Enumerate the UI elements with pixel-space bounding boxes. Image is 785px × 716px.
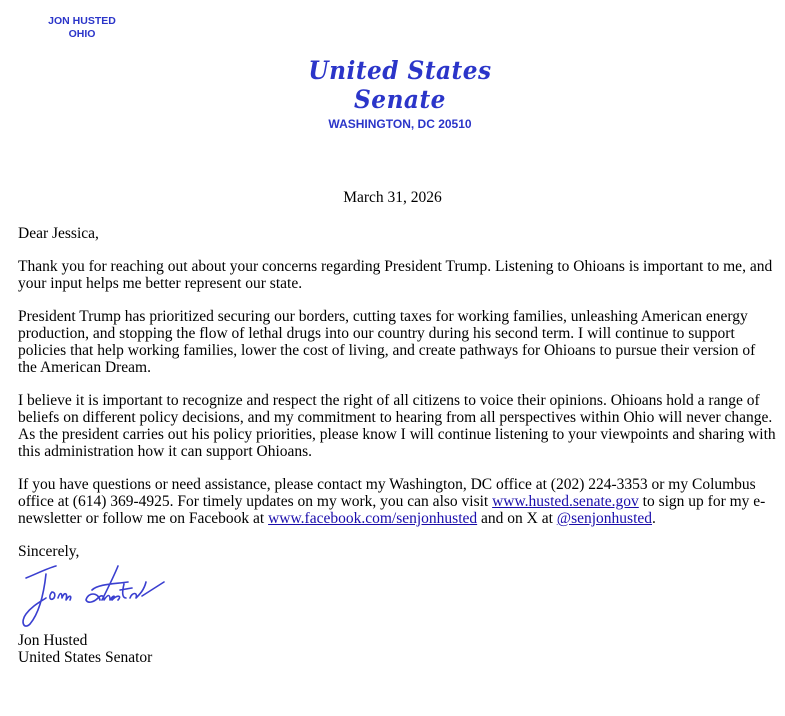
valediction: Sincerely,	[18, 543, 80, 560]
salutation: Dear Jessica,	[18, 225, 99, 242]
contact-text: If you have questions or need assistance, please contact my Washington, DC office at (202) 224-3353 or my Columbus office at (614) 369-4925. For timely updates on my work, you can also visit	[18, 476, 756, 510]
sender-state: OHIO	[68, 28, 96, 40]
letter-body	[18, 225, 778, 666]
paragraph: Thank you for reaching out about your concerns regarding President Trump. Listening to Ohioans is important to me, and your input helps me better represent our state.	[18, 258, 773, 292]
signer-title: United States Senator	[18, 649, 153, 666]
signer-name: Jon Husted	[18, 632, 88, 649]
paragraph: President Trump has prioritized securing our borders, cutting taxes for working families, unleashing American energy production, and stopping the flow of lethal drugs into our country during his second term. I will continue to support policies that help working families, lower the cost of living, and create pathways for Ohioans to pursue their version of the American Dream.	[18, 308, 756, 376]
sender-name: JON HUSTED	[48, 15, 116, 27]
letterhead-address: WASHINGTON, DC 20510	[328, 117, 472, 131]
letter-date: March 31, 2026	[343, 189, 442, 206]
contact-paragraph	[18, 476, 778, 527]
signature-image	[18, 562, 168, 632]
letterhead-title: United States Senate	[308, 56, 492, 114]
website-link[interactable]: www.husted.senate.gov	[492, 493, 639, 510]
closing	[18, 543, 778, 666]
contact-text: and on X at	[477, 510, 557, 527]
paragraph: I believe it is important to recognize and respect the right of all citizens to voice their opinions. Ohioans hold a range of beliefs on different policy decisions, and my commitment to hearing from all perspectives within Ohio will never change. As the president carries out his policy priorities, please know I will continue listening to your viewpoints and sharing with this administration how it can support Ohioans.	[18, 392, 776, 460]
sender-block	[40, 15, 124, 41]
contact-text: .	[652, 510, 656, 527]
contact-text: to sign up for my e-newsletter or follow me on Facebook at	[18, 493, 766, 527]
x-link[interactable]: @senjonhusted	[556, 510, 653, 527]
facebook-link[interactable]: www.facebook.com/senjonhusted	[268, 510, 478, 527]
letterhead	[250, 56, 550, 131]
